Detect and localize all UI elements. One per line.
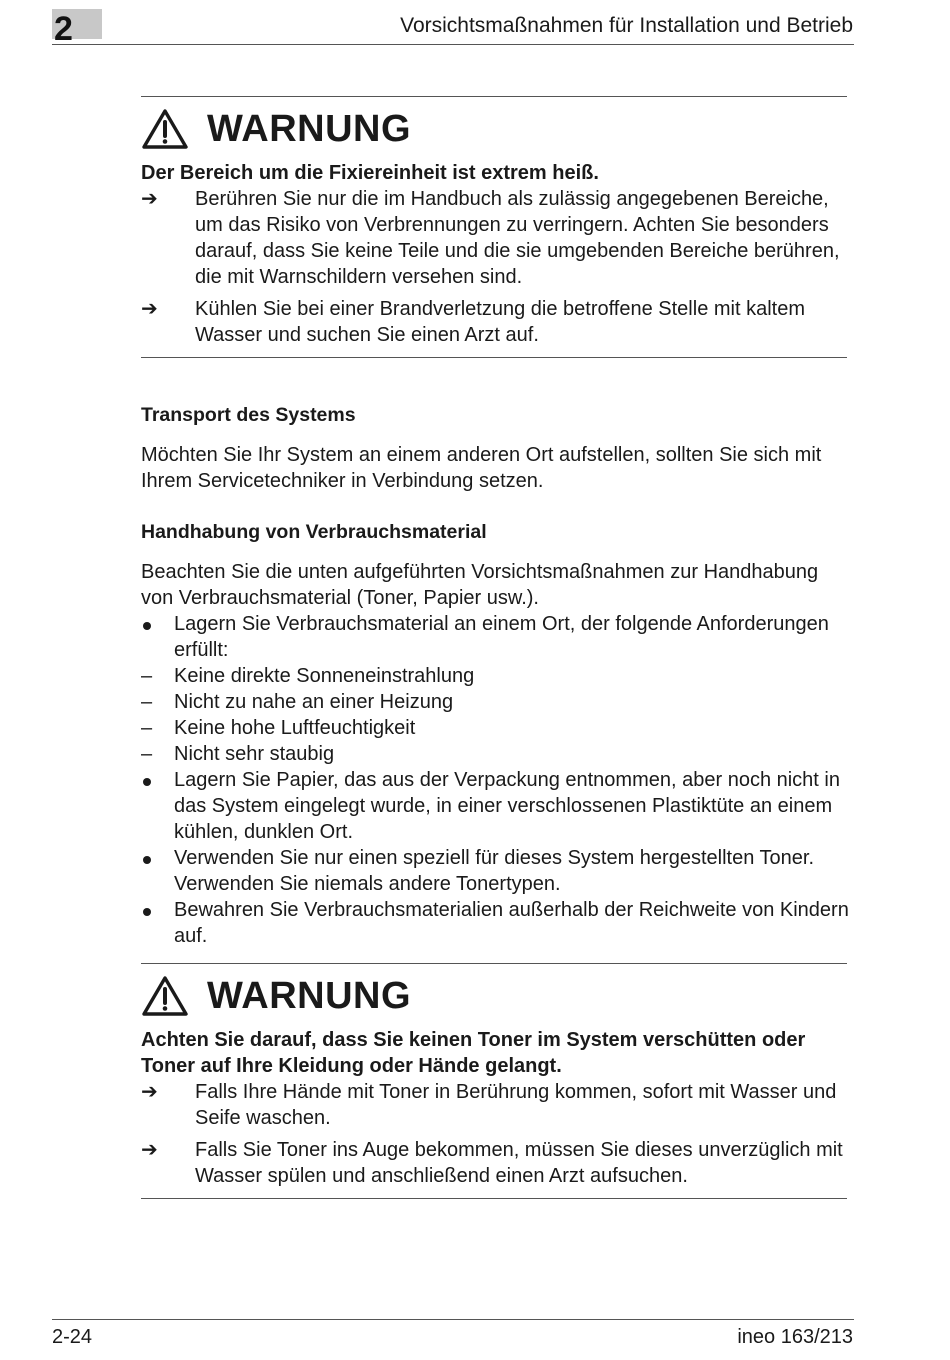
bullet-text: Lagern Sie Papier, das aus der Verpackung entnommen, aber noch nicht in das System eingelegt wurde, in einer verschlossenen Plastiktüte an einem kühlen, dunklen Ort. xyxy=(174,769,840,843)
bullet-dot-icon xyxy=(143,908,151,916)
warning1-title: WARNUNG xyxy=(207,108,412,150)
warning1-lead: Der Bereich um die Fixiereinheit ist extrem heiß. xyxy=(141,162,599,184)
warning1-top-rule xyxy=(141,96,847,97)
footer-rule xyxy=(52,1319,854,1320)
consumables-heading: Handhabung von Verbrauchsmaterial xyxy=(141,521,487,543)
warning1-body xyxy=(141,160,853,348)
warning1-item xyxy=(141,296,853,348)
bullet-text: Verwenden Sie nur einen speziell für dieses System hergestellten Toner. Verwenden Sie niemals andere Tonertypen. xyxy=(174,847,815,895)
warning2-item-text: Falls Sie Toner ins Auge bekommen, müssen Sie dieses unverzüglich mit Wasser spülen und anschließend einen Arzt aufsuchen. xyxy=(195,1139,843,1187)
warning1-item-text: Kühlen Sie bei einer Brandverletzung die betroffene Stelle mit kaltem Wasser und suchen Sie einen Arzt auf. xyxy=(195,298,805,346)
warning2-item-text: Falls Ihre Hände mit Toner in Berührung kommen, sofort mit Wasser und Seife waschen. xyxy=(195,1081,837,1129)
bullet-item xyxy=(141,767,853,845)
transport-body: Möchten Sie Ihr System an einem anderen Ort aufstellen, sollten Sie sich mit Ihrem Servicetechniker in Verbindung setzen. xyxy=(141,444,822,492)
dash-item xyxy=(141,741,853,767)
arrow-icon: ➔ xyxy=(141,1081,158,1103)
bullet-item xyxy=(141,611,853,663)
warning2-lead: Achten Sie darauf, dass Sie keinen Toner im System verschütten oder Toner auf Ihre Kleidung oder Hände gelangt. xyxy=(141,1029,806,1077)
bullet-text: Lagern Sie Verbrauchsmaterial an einem Ort, der folgende Anforderungen erfüllt: xyxy=(174,613,829,661)
arrow-icon: ➔ xyxy=(141,298,158,320)
warning1-item xyxy=(141,186,853,290)
warning-triangle-icon xyxy=(141,975,189,1017)
warning2-top-rule xyxy=(141,963,847,964)
transport-heading: Transport des Systems xyxy=(141,404,356,426)
consumables-intro: Beachten Sie die unten aufgeführten Vorsichtsmaßnahmen zur Handhabung von Verbrauchsmaterial (Toner, Papier usw.). xyxy=(141,561,819,609)
bullet-dot-icon xyxy=(143,778,151,786)
dash-text: Keine direkte Sonneneinstrahlung xyxy=(174,665,475,687)
model-name: ineo 163/213 xyxy=(737,1326,853,1348)
chapter-number: 2 xyxy=(54,10,73,48)
dash-text: Nicht sehr staubig xyxy=(174,743,335,765)
header-rule xyxy=(52,44,854,45)
warning1-bottom-rule xyxy=(141,357,847,358)
warning2-title: WARNUNG xyxy=(207,975,412,1017)
bullet-dot-icon xyxy=(143,622,151,630)
warning2-body xyxy=(141,1027,853,1189)
bullet-item xyxy=(141,845,853,897)
dash-item xyxy=(141,663,853,689)
warning1-item-text: Berühren Sie nur die im Handbuch als zulässig angegebenen Bereiche, um das Risiko von Verbrennungen zu verringern. Achten Sie besonders darauf, dass Sie keine Teile und die sie umgebenden Bereiche berühren, die mit Warnschildern versehen sind. xyxy=(195,188,840,288)
arrow-icon: ➔ xyxy=(141,188,158,210)
bullet-dot-icon xyxy=(143,856,151,864)
bullet-text: Bewahren Sie Verbrauchsmaterialien außerhalb der Reichweite von Kindern auf. xyxy=(174,899,849,947)
dash-item xyxy=(141,689,853,715)
warning2-bottom-rule xyxy=(141,1198,847,1199)
page-header-title: Vorsichtsmaßnahmen für Installation und Betrieb xyxy=(400,14,853,37)
warning2-item xyxy=(141,1137,853,1189)
warning-triangle-icon xyxy=(141,108,189,150)
warning2-header xyxy=(141,974,411,1018)
arrow-icon: ➔ xyxy=(141,1139,158,1161)
dash-text: Keine hohe Luftfeuchtigkeit xyxy=(174,717,416,739)
dash-marker: – xyxy=(141,717,153,739)
dash-marker: – xyxy=(141,691,153,713)
dash-marker: – xyxy=(141,743,153,765)
consumables-body xyxy=(141,559,853,949)
warning2-item xyxy=(141,1079,853,1131)
warning1-header xyxy=(141,107,411,151)
bullet-item xyxy=(141,897,853,949)
page-number: 2-24 xyxy=(52,1326,93,1348)
dash-text: Nicht zu nahe an einer Heizung xyxy=(174,691,454,713)
dash-item xyxy=(141,715,853,741)
dash-marker: – xyxy=(141,665,153,687)
